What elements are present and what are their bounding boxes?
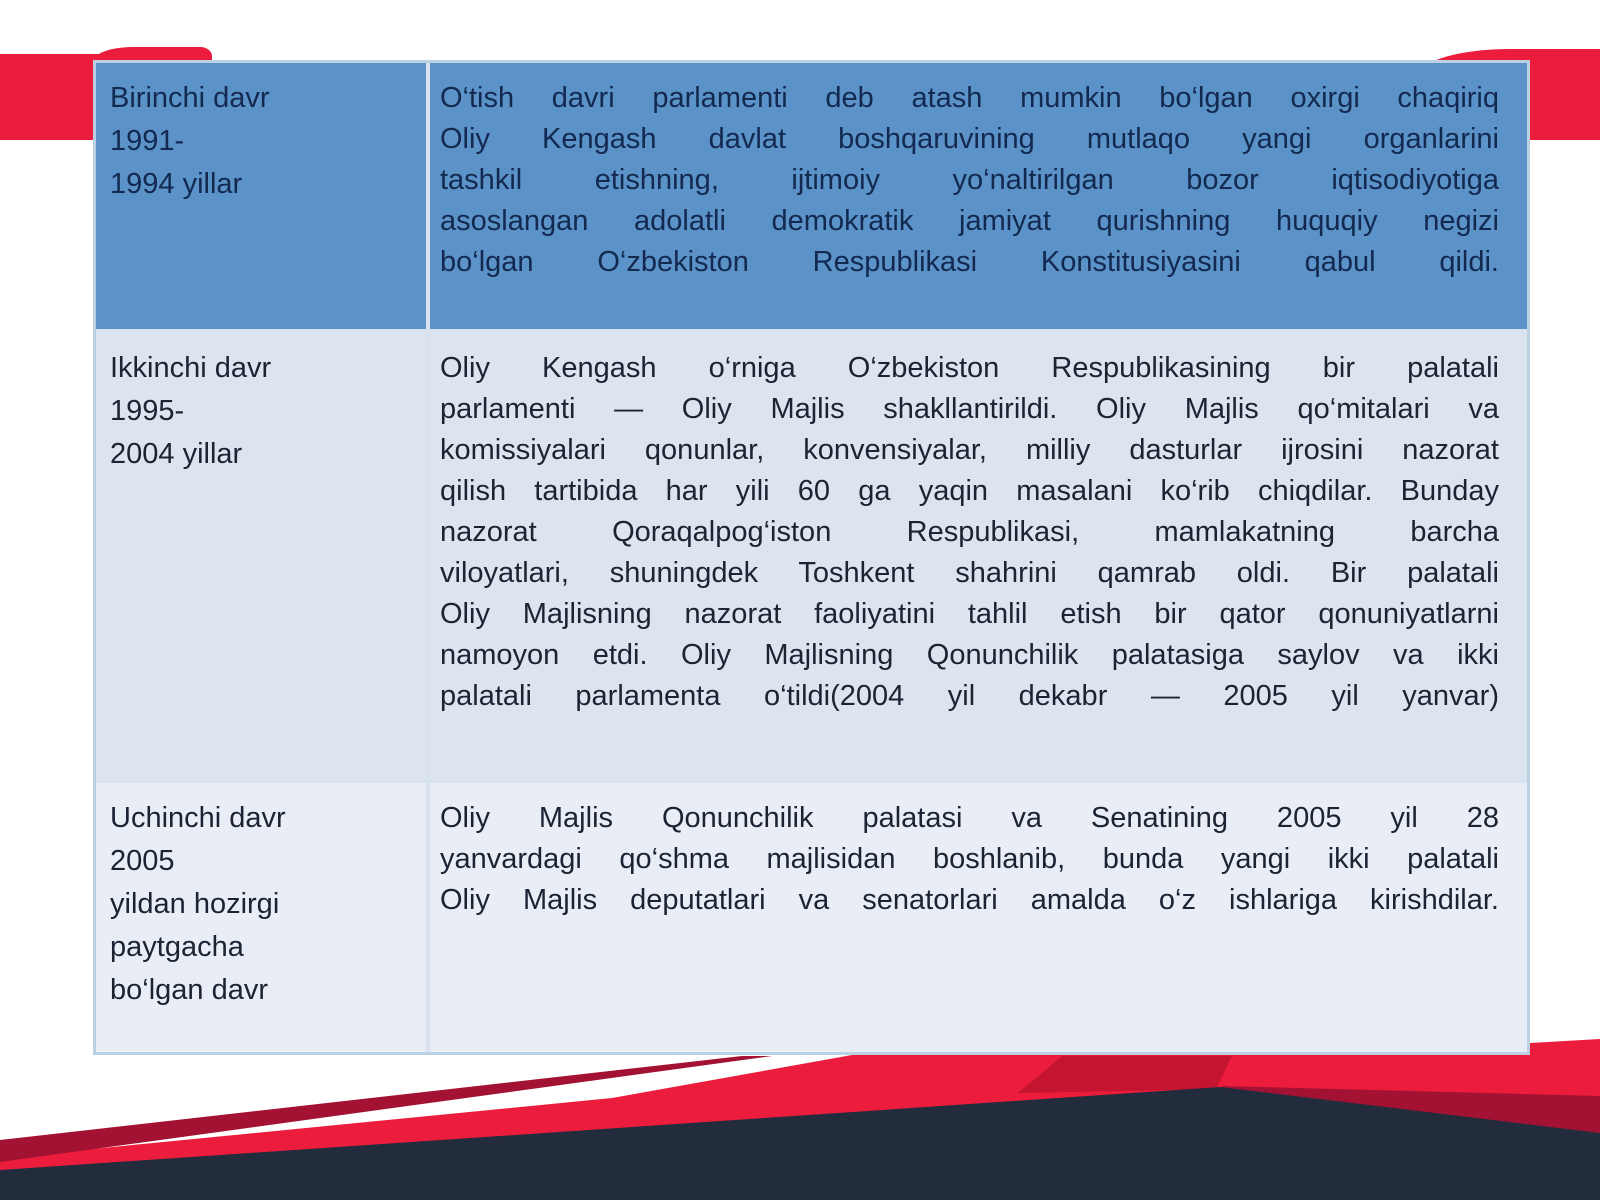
text-line: Oliy Majlisning nazorat faoliyatini tahlil etish bir qator qonuniyatlarni: [440, 598, 1499, 630]
text-line: paytgacha: [110, 931, 244, 963]
description-cell-second: [430, 333, 1527, 779]
text-line: bo‘lgan davr: [110, 974, 268, 1006]
text-line: 1994 yillar: [110, 168, 243, 200]
description-cell-third: [430, 783, 1527, 1052]
text-line: tashkil etishning, ijtimoiy yo‘naltirilgan bozor iqtisodiyotiga: [440, 164, 1499, 196]
text-line: 1995-: [110, 395, 185, 427]
text-line: palatali parlamenta o‘tildi(2004 yil dekabr — 2005 yil yanvar): [440, 680, 1499, 712]
text-line: 2005: [110, 845, 175, 877]
text-line: viloyatlari, shuningdek Toshkent shahrini qamrab oldi. Bir palatali: [440, 557, 1499, 589]
text-line: qilish tartibida har yili 60 ga yaqin masalani ko‘rib chiqdilar. Bunday: [440, 475, 1499, 507]
text-line: yanvardagi qo‘shma majlisidan boshlanib, bunda yangi ikki palatali: [440, 843, 1499, 875]
text-line: komissiyalari qonunlar, konvensiyalar, milliy dasturlar ijrosini nazorat: [440, 434, 1499, 466]
text-line: 2004 yillar: [110, 438, 243, 470]
text-line: Oliy Majlis deputatlari va senatorlari amalda o‘z ishlariga kirishdilar.: [440, 884, 1499, 916]
text-line: parlamenti — Oliy Majlis shakllantirildi. Oliy Majlis qo‘mitalari va: [440, 393, 1499, 425]
text-line: nazorat Qoraqalpog‘iston Respublikasi, mamlakatning barcha: [440, 516, 1499, 548]
text-line: asoslangan adolatli demokratik jamiyat qurishning huquqiy negizi: [440, 205, 1499, 237]
period-cell-third: [96, 783, 426, 1052]
text-line: Oliy Majlis Qonunchilik palatasi va Senatining 2005 yil 28: [440, 802, 1499, 834]
period-cell-second: [96, 333, 426, 779]
text-line: namoyon etdi. Oliy Majlisning Qonunchilik palatasiga saylov va ikki: [440, 639, 1499, 671]
text-line: 1991-: [110, 125, 185, 157]
text-line: O‘tish davri parlamenti deb atash mumkin bo‘lgan oxirgi chaqiriq: [440, 82, 1499, 114]
text-line: Birinchi davr: [110, 82, 270, 114]
description-cell-first: [430, 63, 1527, 329]
periods-table: [93, 60, 1530, 1055]
text-line: yildan hozirgi: [110, 888, 280, 920]
text-line: Oliy Kengash davlat boshqaruvining mutlaqo yangi organlarini: [440, 123, 1499, 155]
text-line: Oliy Kengash o‘rniga O‘zbekiston Respublikasining bir palatali: [440, 352, 1499, 384]
text-line: Uchinchi davr: [110, 802, 286, 834]
period-cell-first: [96, 63, 426, 329]
text-line: Ikkinchi davr: [110, 352, 272, 384]
text-line: bo‘lgan O‘zbekiston Respublikasi Konstitusiyasini qabul qildi.: [440, 246, 1499, 278]
